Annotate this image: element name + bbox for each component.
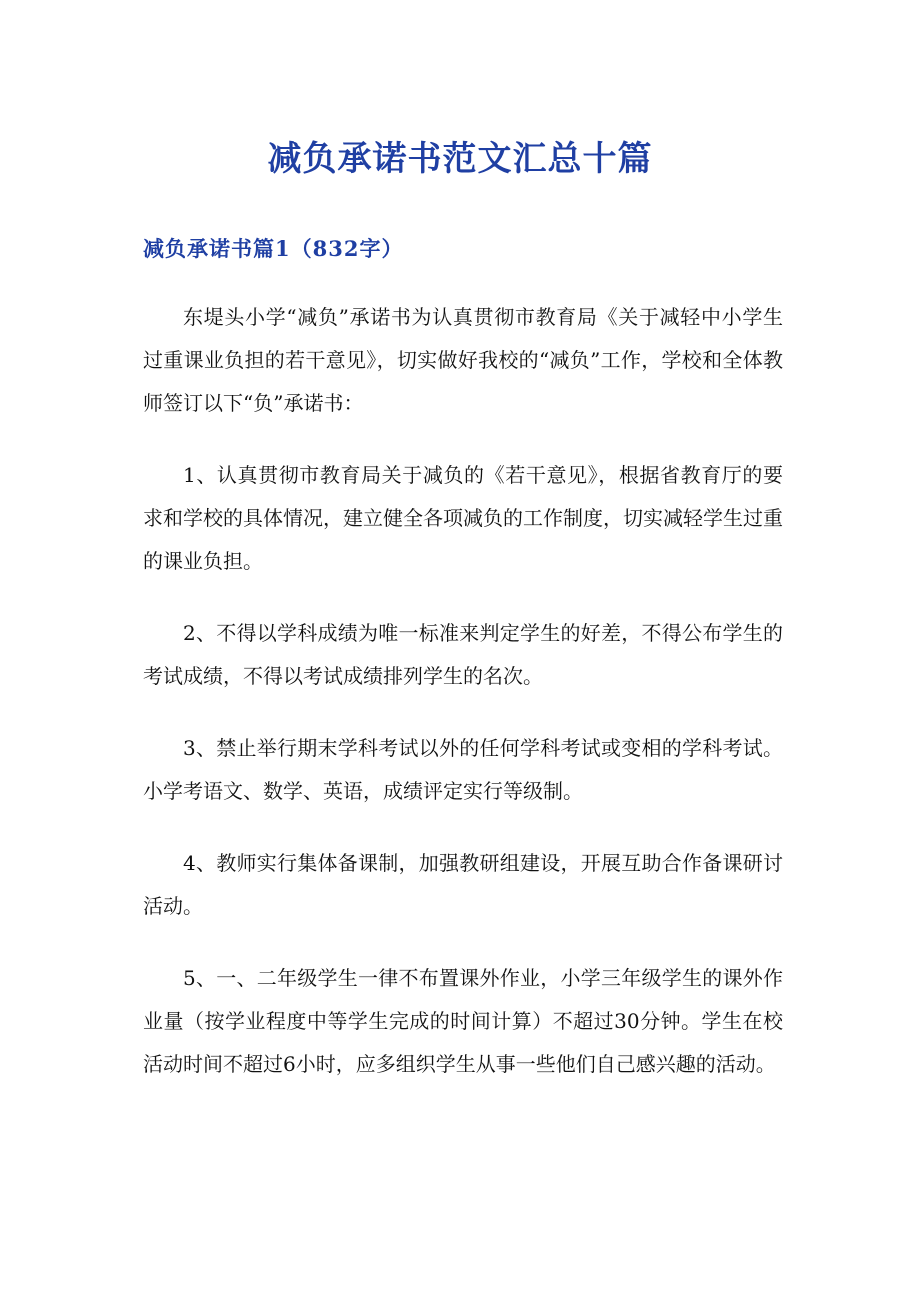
document-title: 减负承诺书范文汇总十篇 xyxy=(267,139,653,179)
document-body xyxy=(143,296,783,1115)
list-item: 3、禁止举行期末学科考试以外的任何学科考试或变相的学科考试。小学考语文、数学、英语，成绩评定实行等级制。 xyxy=(143,736,783,803)
intro-paragraph: 东堤头小学“减负”承诺书为认真贯彻市教育局《关于减轻中小学生过重课业负担的若干意见》，切实做好我校的“减负”工作，学校和全体教师签订以下“负”承诺书： xyxy=(143,305,783,415)
list-item: 4、教师实行集体备课制，加强教研组建设，开展互助合作备课研讨活动。 xyxy=(143,851,783,918)
section-heading: 减负承诺书篇1（832字） xyxy=(143,236,404,261)
list-item: 1、认真贯彻市教育局关于减负的《若干意见》，根据省教育厅的要求和学校的具体情况，建立健全各项减负的工作制度，切实减轻学生过重的课业负担。 xyxy=(143,463,783,573)
list-item: 2、不得以学科成绩为唯一标准来判定学生的好差，不得公布学生的考试成绩，不得以考试成绩排列学生的名次。 xyxy=(143,621,783,688)
list-item: 5、一、二年级学生一律不布置课外作业，小学三年级学生的课外作业量（按学业程度中等学生完成的时间计算）不超过30分钟。学生在校活动时间不超过6小时，应多组织学生从事一些他们自己感兴趣的活动。 xyxy=(143,966,783,1076)
